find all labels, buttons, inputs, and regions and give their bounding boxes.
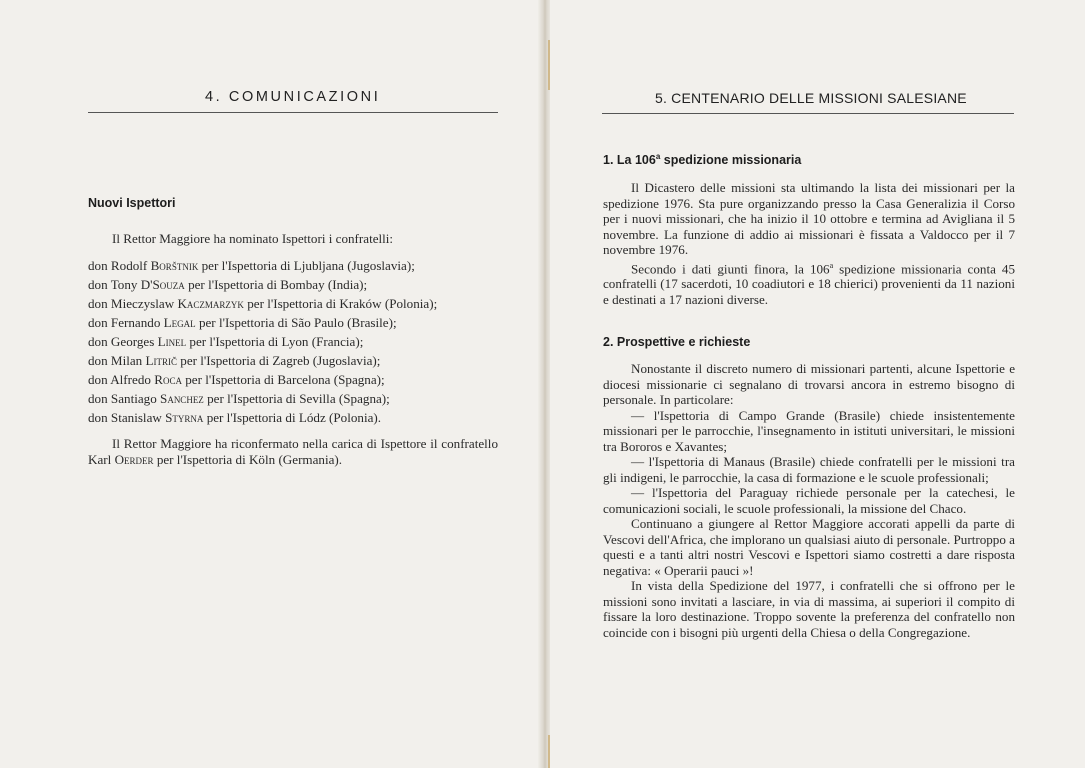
nomination-surname: Sanchez xyxy=(160,391,204,406)
right-header-rule xyxy=(602,113,1014,114)
section1-paragraph-1: Il Dicastero delle missioni sta ultimando la lista dei missionari per la spedizione 1976. Sta pure organizzando presso la Casa Generalizia il Corso per i nuovi missionari, che ha inizio il 10 ottobre e termina ad Avigliana il 5 novembre. La funzione di addio ai missionari è fissata a Valdocco per il 7 novembre 1976. xyxy=(603,180,1015,257)
section2-paragraph-2: — l'Ispettoria di Campo Grande (Brasile) chiede insistentemente missionari per le parrocchie, l'insegnamento in istituti universitari, le missioni tra Bororos e Xavantes; xyxy=(603,407,1015,454)
reconfirm-surname: Oerder xyxy=(114,451,154,467)
nomination-first-name: Milan xyxy=(110,353,143,368)
section1-title-sup: a xyxy=(655,152,661,161)
reconfirm-text: Il Rettor Maggiore ha riconfermato nella carica di Ispettore il confratello Karl xyxy=(88,436,498,467)
nomination-detail: per l'Ispettoria di Zagreb (Jugoslavia); xyxy=(180,353,381,368)
nomination-first-name: Fernando xyxy=(110,315,161,330)
nomination-prefix: don xyxy=(88,334,108,349)
section-title-nuovi-ispettori: Nuovi Ispettori xyxy=(88,196,176,210)
nomination-item xyxy=(88,313,498,332)
section1-title-end: spedizione missionaria xyxy=(663,153,802,168)
nomination-detail: per l'Ispettoria di Kraków (Polonia); xyxy=(247,296,438,311)
section1-title-start: 1. La 106 xyxy=(603,153,656,168)
nomination-surname: Linel xyxy=(157,334,187,349)
nomination-item xyxy=(88,389,498,408)
nomination-first-name: Mieczyslaw xyxy=(110,296,175,311)
nomination-surname: Legal xyxy=(163,315,196,330)
section-title-prospettive: 2. Prospettive e richieste xyxy=(603,335,751,349)
nomination-prefix: don xyxy=(88,315,108,330)
nomination-surname: D'Souza xyxy=(140,277,185,292)
section1-p2-start: Secondo i dati giunti finora, la 106 xyxy=(631,260,830,276)
left-header-rule xyxy=(88,112,498,113)
section1-body xyxy=(603,180,1015,307)
section2-paragraph-1: Nonostante il discreto numero di missionari partenti, alcune Ispettorie e diocesi missionarie ci segnalano di trovarsi ancora in estremo bisogno di personale. In particolare: xyxy=(603,361,1015,407)
nomination-first-name: Georges xyxy=(110,334,155,349)
nomination-first-name: Alfredo xyxy=(110,372,151,387)
nomination-prefix: don xyxy=(88,391,108,406)
nomination-item xyxy=(88,256,498,275)
nomination-item xyxy=(88,408,498,427)
left-page-header: 4. COMUNICAZIONI xyxy=(205,89,381,105)
nomination-prefix: don xyxy=(88,296,108,311)
section1-p2-end: spedizione missionaria conta 45 confratelli (17 sacerdoti, 10 coadiutori e 18 chierici) provenienti da 11 nazioni e destinati a 17 nazioni diverse. xyxy=(603,260,1015,307)
nominations-list xyxy=(88,256,498,427)
nomination-first-name: Tony xyxy=(110,277,138,292)
section2-paragraph-4: — l'Ispettoria del Paraguay richiede personale per la catechesi, le comunicazioni sociali, le scuole professionali, la missione del Chaco. xyxy=(603,485,1015,516)
nomination-surname: Borštnik xyxy=(150,258,199,273)
nomination-surname: Styrna xyxy=(165,410,204,425)
nomination-prefix: don xyxy=(88,353,108,368)
right-page-header: 5. CENTENARIO DELLE MISSIONI SALESIANE xyxy=(655,90,967,106)
nomination-detail: per l'Ispettoria di Ljubljana (Jugoslavia); xyxy=(201,258,415,273)
reconfirm-text-end: per l'Ispettoria di Köln (Germania). xyxy=(156,451,343,467)
nomination-detail: per l'Ispettoria di Lyon (Francia); xyxy=(189,334,364,349)
nomination-item xyxy=(88,332,498,351)
nomination-item xyxy=(88,294,498,313)
nomination-first-name: Rodolf xyxy=(110,258,148,273)
right-page xyxy=(550,0,1085,768)
nomination-prefix: don xyxy=(88,372,108,387)
nomination-prefix: don xyxy=(88,410,108,425)
section1-paragraph-2 xyxy=(603,258,1015,308)
section2-paragraph-3: — l'Ispettoria di Manaus (Brasile) chiede confratelli per le missioni tra gli indigeni, le parrocchie, la casa di formazione e le scuole professionali; xyxy=(603,454,1015,485)
section2-body xyxy=(603,361,1015,640)
reconfirm-paragraph xyxy=(88,436,498,467)
left-page xyxy=(0,0,540,768)
section2-paragraph-5: Continuano a giungere al Rettor Maggiore accorati appelli da parte di Vescovi dell'Africa, che implorano un qualsiasi aiuto di personale. Purtroppo a questi e a tanti altri nostri Vescovi e Ispettori siamo costretti a dare risposta negativa: « Operarii pauci »! xyxy=(603,516,1015,578)
section1-p2-sup: a xyxy=(829,260,834,270)
section2-paragraph-6: In vista della Spedizione del 1977, i confratelli che si offrono per le missioni sono invitati a lasciare, in via di massima, ai superiori il compito di fissare la loro destinazione. Troppo sovente la preferenza del confratello non coincide con i bisogni più urgenti della Chiesa o della Congregazione. xyxy=(603,578,1015,640)
nomination-detail: per l'Ispettoria di Sevilla (Spagna); xyxy=(207,391,390,406)
nomination-detail: per l'Ispettoria di Barcelona (Spagna); xyxy=(185,372,385,387)
nomination-surname: Litrič xyxy=(145,353,177,368)
nomination-detail: per l'Ispettoria di São Paulo (Brasile); xyxy=(198,315,397,330)
nomination-prefix: don xyxy=(88,258,108,273)
section-title-spedizione xyxy=(603,152,801,167)
nominations-intro: Il Rettor Maggiore ha nominato Ispettori i confratelli: xyxy=(112,231,394,246)
nomination-surname: Roca xyxy=(154,372,182,387)
nomination-surname: Kaczmarzyk xyxy=(177,296,244,311)
nomination-first-name: Santiago xyxy=(110,391,157,406)
nomination-item xyxy=(88,275,498,294)
nomination-item xyxy=(88,351,498,370)
nomination-prefix: don xyxy=(88,277,108,292)
nomination-first-name: Stanislaw xyxy=(110,410,162,425)
nomination-detail: per l'Ispettoria di Lódz (Polonia). xyxy=(206,410,382,425)
nomination-detail: per l'Ispettoria di Bombay (India); xyxy=(188,277,368,292)
nomination-item xyxy=(88,370,498,389)
